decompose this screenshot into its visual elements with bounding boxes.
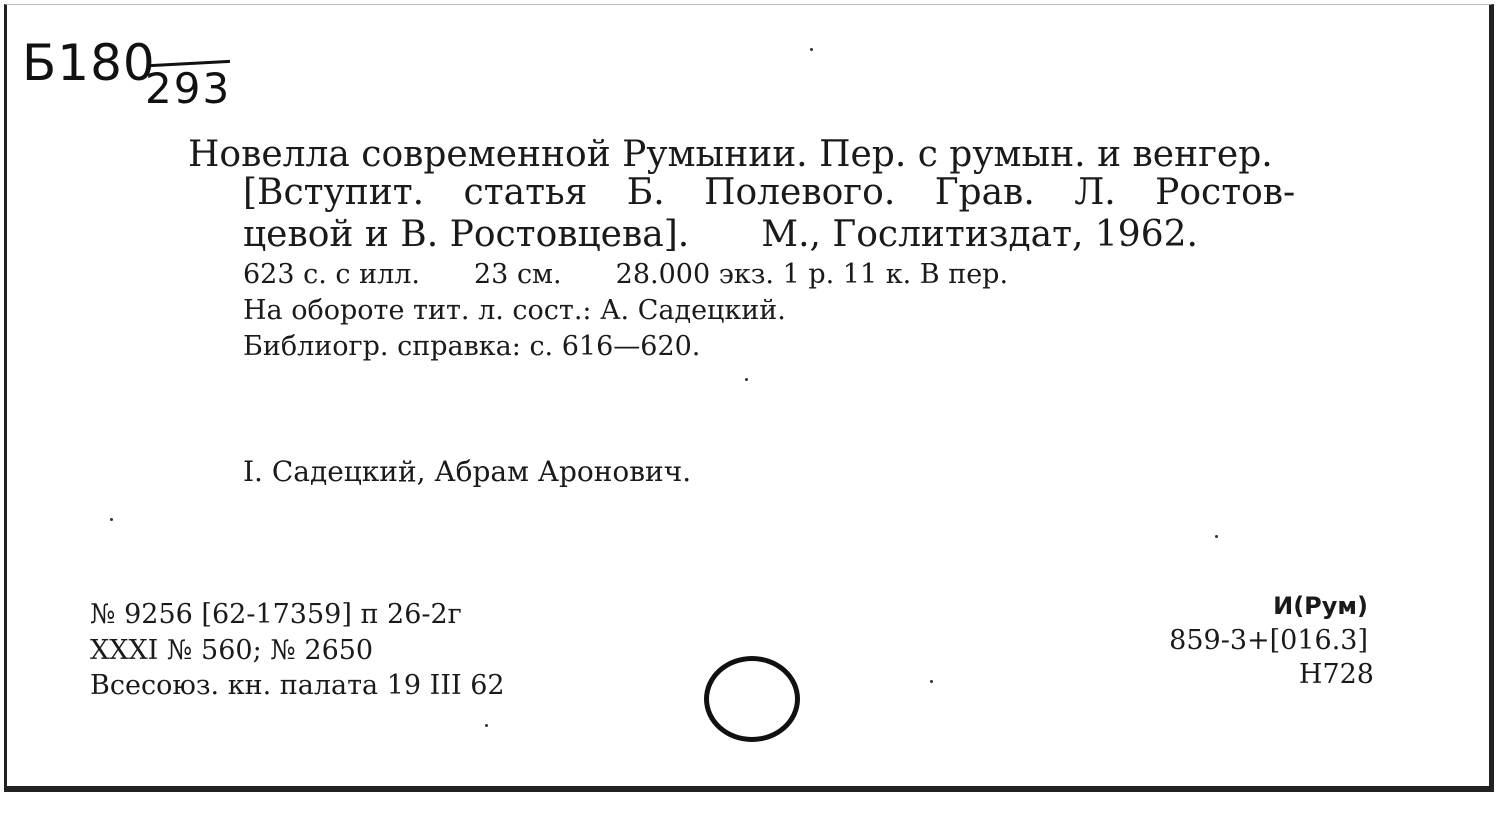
- collation-size: 23 см.: [474, 259, 562, 290]
- author-mark: Н728: [1298, 659, 1374, 690]
- shelf-mark-sub: 293: [145, 64, 232, 113]
- tracing-entry: I. Садецкий, Абрам Аронович.: [243, 455, 692, 488]
- collation-print-run: 28.000 экз. 1 р. 11 к. В пер.: [615, 259, 1009, 290]
- speck: [810, 48, 813, 51]
- title-line-3: [243, 214, 1198, 255]
- classification-index: И(Рум): [1273, 592, 1368, 620]
- speck: [1215, 535, 1218, 538]
- bottom-left-line-1: № 9256 [62-17359] п 26-2г: [90, 599, 462, 630]
- udc-code: 859-3+[016.3]: [1169, 625, 1368, 656]
- bottom-left-line-3: Всесоюз. кн. палата 19 III 62: [90, 670, 505, 701]
- speck: [485, 724, 488, 727]
- note-bibliography: Библиогр. справка: с. 616—620.: [243, 331, 701, 362]
- speck: [930, 680, 933, 683]
- title-line-3-a: цевой и В. Ростовцева].: [243, 214, 690, 255]
- punch-hole: [704, 656, 800, 742]
- shelf-mark-main: Б180: [22, 34, 156, 92]
- speck: [745, 378, 748, 381]
- title-line-2: [Вступит. статья Б. Полевого. Грав. Л. Ростов-: [243, 172, 1296, 213]
- collation-line: [243, 259, 1008, 290]
- speck: [110, 518, 113, 521]
- collation-pages: 623 с. с илл.: [243, 259, 420, 290]
- bottom-left-line-2: XXXI № 560; № 2650: [90, 635, 374, 666]
- title-line-3-b: М., Гослитиздат, 1962.: [761, 214, 1198, 255]
- note-compiler: На обороте тит. л. сост.: А. Садецкий.: [243, 295, 786, 326]
- title-line-1: Новелла современной Румынии. Пер. с румын. и венгер.: [188, 134, 1273, 175]
